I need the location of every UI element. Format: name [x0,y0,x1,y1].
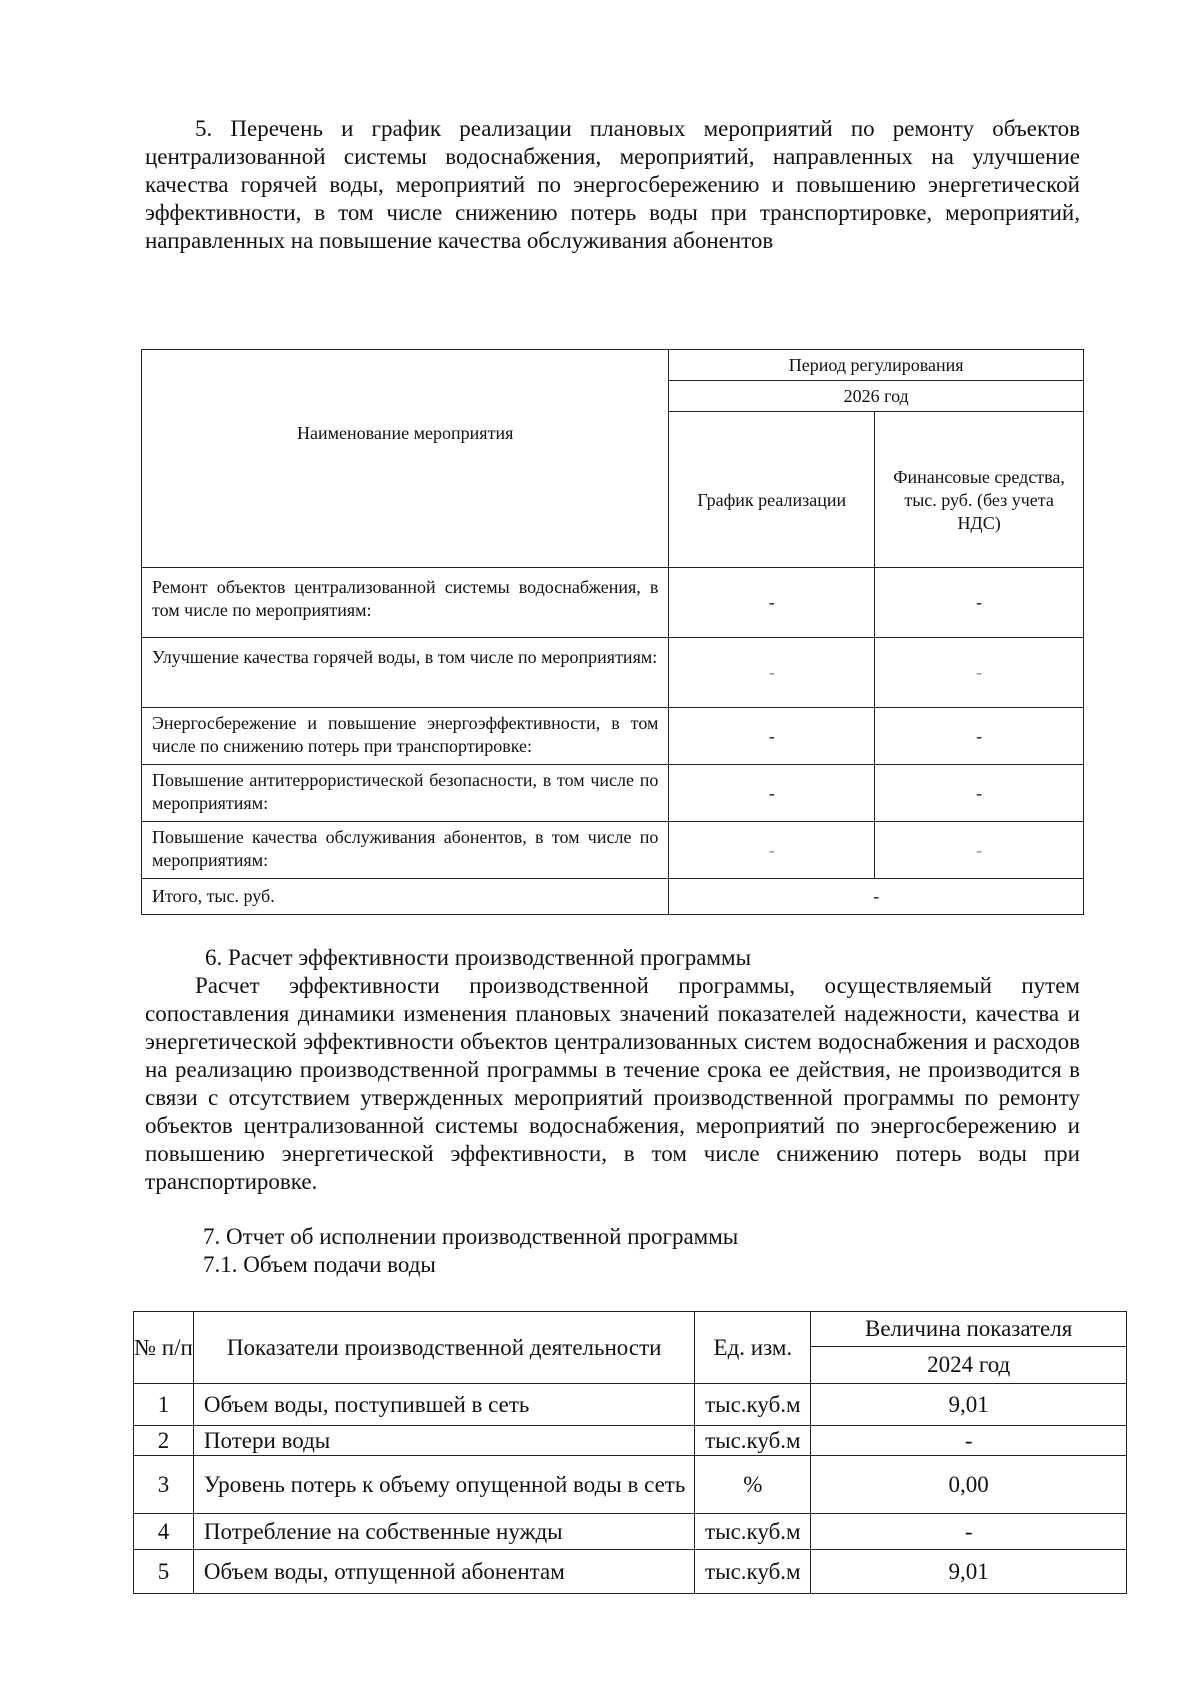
section-7-heading: 7. Отчет об исполнении производственной программы [203,1224,739,1249]
row-indicator: Объем воды, отпущенной абонентам [193,1550,694,1594]
table-row-finance: - [875,638,1084,708]
table-row-name: Повышение антитеррористической безопасности, в том числе по мероприятиям: [142,765,669,822]
row-indicator: Потери воды [193,1426,694,1456]
table-row-schedule: - [669,822,875,879]
table-row-name: Ремонт объектов централизованной системы водоснабжения, в том числе по мероприятиям: [142,568,669,638]
row-value: - [811,1514,1127,1550]
value-header: Величина показателя [811,1312,1127,1347]
total-label: Итого, тыс. руб. [142,879,669,915]
row-indicator: Объем воды, поступившей в сеть [193,1384,694,1426]
row-value: 0,00 [811,1456,1127,1514]
row-value: 9,01 [811,1550,1127,1594]
year-header: 2024 год [811,1347,1127,1384]
row-num: 4 [134,1514,194,1550]
indicator-header: Показатели производственной деятельности [193,1312,694,1384]
table-row-schedule: - [669,708,875,765]
period-header: Период регулирования [669,350,1084,381]
row-num: 2 [134,1426,194,1456]
row-unit: тыс.куб.м [695,1550,811,1594]
row-value: - [811,1426,1127,1456]
schedule-header: График реализации [669,412,875,568]
row-indicator: Потребление на собственные нужды [193,1514,694,1550]
section-7-1-subheading: 7.1. Объем подачи воды [203,1252,436,1277]
row-num: 5 [134,1550,194,1594]
total-value: - [669,879,1084,915]
table-row-finance: - [875,568,1084,638]
water-supply-table [133,1311,1127,1594]
col-name-header: Наименование мероприятия [142,350,669,568]
row-num: 3 [134,1456,194,1514]
section-6-heading: 6. Расчет эффективности производственной программы [205,945,752,970]
table-row-finance: - [875,708,1084,765]
table-row-name: Энергосбережение и повышение энергоэффективности, в том числе по снижению потерь при транспортировке: [142,708,669,765]
table-row-name: Улучшение качества горячей воды, в том числе по мероприятиям: [142,638,669,708]
section-6-body: Расчет эффективности производственной программы, осуществляемый путем сопоставления динамики изменения плановых значений показателей надежности, качества и энергетической эффективности объектов централизованных систем водоснабжения и расходов на реализацию производственной программы в течение срока ее действия, не производится в связи с отсутствием утвержденных мероприятий производственной программы по ремонту объектов централизованной системы водоснабжения, мероприятий по энергосбережению и повышению энергетической эффективности, в том числе снижению потерь воды при транспортировке. [145,973,1080,1194]
row-unit: тыс.куб.м [695,1426,811,1456]
num-header: № п/п [134,1312,194,1384]
activities-table [141,349,1084,915]
table-row-schedule: - [669,638,875,708]
year-header: 2026 год [669,381,1084,412]
finance-header: Финансовые средства, тыс. руб. (без учета НДС) [875,412,1084,568]
row-unit: тыс.куб.м [695,1384,811,1426]
row-unit: % [695,1456,811,1514]
unit-header: Ед. изм. [695,1312,811,1384]
table-row-finance: - [875,822,1084,879]
row-indicator: Уровень потерь к объему опущенной воды в сеть [193,1456,694,1514]
table-row-name: Повышение качества обслуживания абонентов, в том числе по мероприятиям: [142,822,669,879]
section-5-heading: 5. Перечень и график реализации плановых мероприятий по ремонту объектов централизованной системы водоснабжения, мероприятий, направленных на улучшение качества горячей воды, мероприятий по энергосбережению и повышению энергетической эффективности, в том числе снижению потерь воды при транспортировке, мероприятий, направленных на повышение качества обслуживания абонентов [145,116,1080,253]
table-row-schedule: - [669,568,875,638]
row-num: 1 [134,1384,194,1426]
table-row-finance: - [875,765,1084,822]
row-value: 9,01 [811,1384,1127,1426]
row-unit: тыс.куб.м [695,1514,811,1550]
table-row-schedule: - [669,765,875,822]
